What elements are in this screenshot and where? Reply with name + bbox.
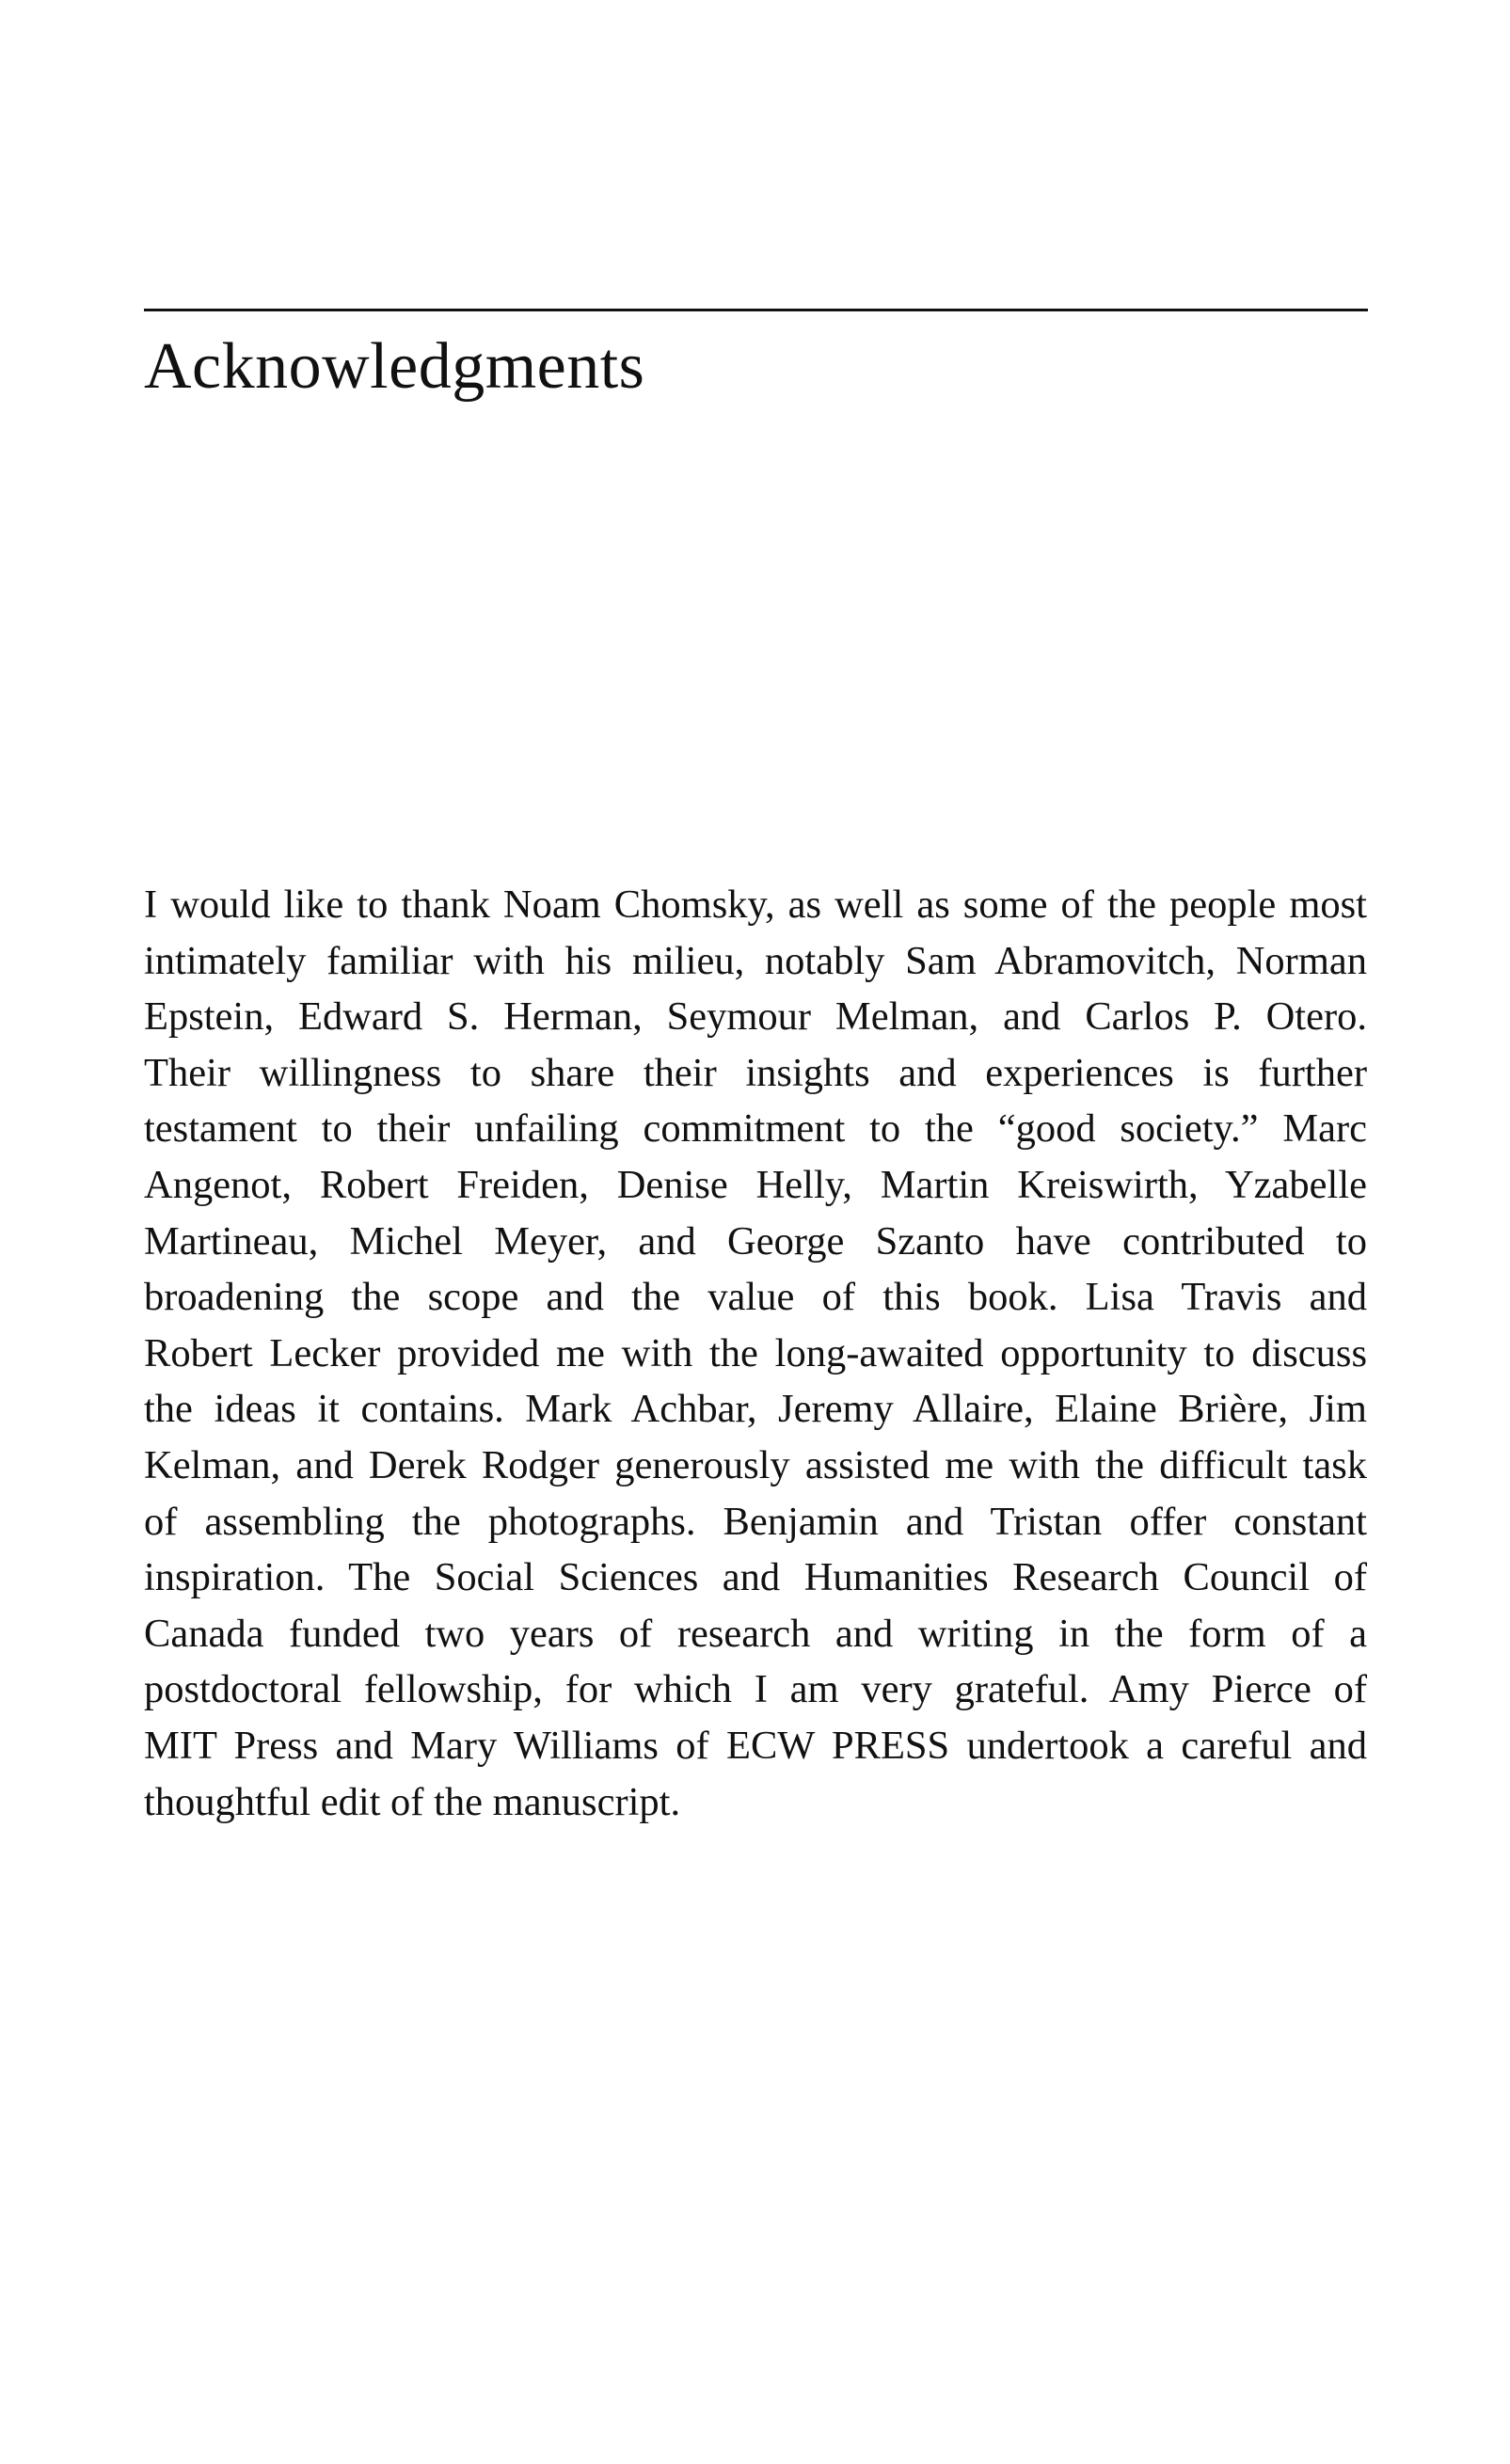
paragraph-line: the ideas it contains. Mark Achbar, Jeremy Allaire, Elaine Brière, Jim xyxy=(144,1387,1367,1432)
paragraph-line: postdoctoral fellowship, for which I am very grateful. Amy Pierce of xyxy=(144,1667,1367,1712)
paragraph-line: MIT Press and Mary Williams of ECW PRESS undertook a careful and xyxy=(144,1723,1367,1768)
paragraph-line: Kelman, and Derek Rodger generously assisted me with the difficult task xyxy=(144,1442,1367,1487)
paragraph-line: Robert Lecker provided me with the long-awaited opportunity to discuss xyxy=(144,1330,1367,1375)
page-title: Acknowledgments xyxy=(144,330,645,403)
paragraph-line: broadening the scope and the value of this book. Lisa Travis and xyxy=(144,1275,1367,1320)
paragraph-line: Angenot, Robert Freiden, Denise Helly, Martin Kreiswirth, Yzabelle xyxy=(144,1162,1367,1207)
paragraph-line: Epstein, Edward S. Herman, Seymour Melman, and Carlos P. Otero. xyxy=(144,994,1367,1040)
paragraph-line: Martineau, Michel Meyer, and George Szanto have contributed to xyxy=(144,1218,1367,1264)
paragraph-line: inspiration. The Social Sciences and Humanities Research Council of xyxy=(144,1555,1367,1600)
acknowledgments-paragraph xyxy=(144,877,1367,1830)
paragraph-line: Their willingness to share their insights and experiences is further xyxy=(144,1050,1367,1095)
paragraph-line: I would like to thank Noam Chomsky, as well as some of the people most xyxy=(144,882,1367,927)
paragraph-line: testament to their unfailing commitment to the “good society.” Marc xyxy=(144,1106,1367,1152)
paragraph-line: thoughtful edit of the manuscript. xyxy=(144,1779,681,1824)
paragraph-line: of assembling the photographs. Benjamin and Tristan offer constant xyxy=(144,1499,1367,1544)
paragraph-line: Canada funded two years of research and writing in the form of a xyxy=(144,1611,1367,1656)
paragraph-line: intimately familiar with his milieu, notably Sam Abramovitch, Norman xyxy=(144,938,1367,983)
title-rule xyxy=(144,309,1368,311)
